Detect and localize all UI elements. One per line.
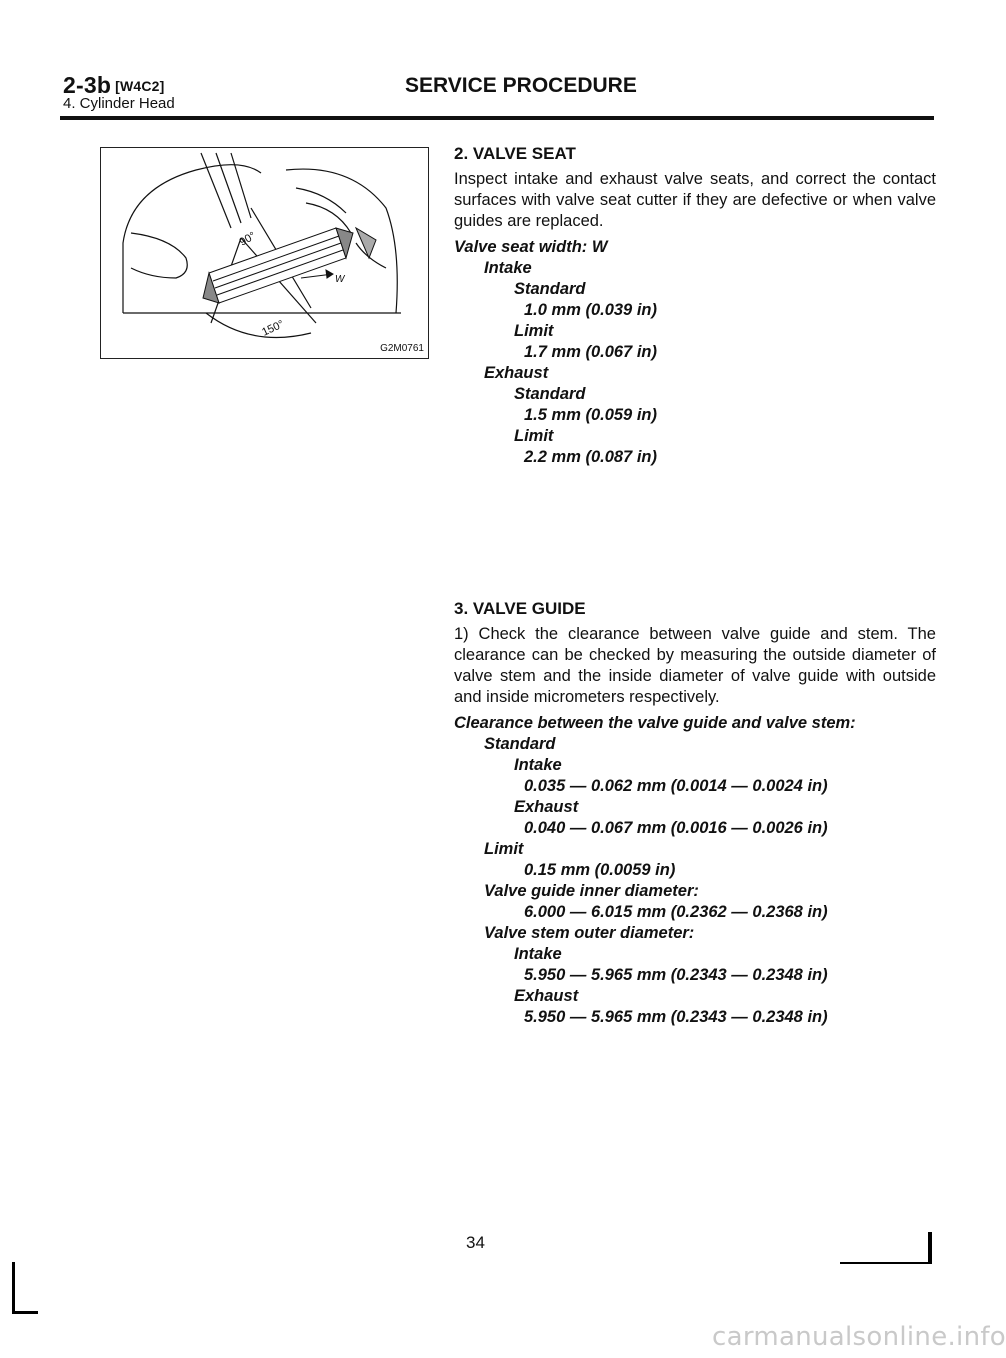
section-subtitle: 4. Cylinder Head xyxy=(63,95,175,112)
intake-label: Intake xyxy=(484,259,532,277)
clearance-standard-label: Standard xyxy=(484,735,556,753)
angle-150-label: 150° xyxy=(260,318,286,339)
intake-limit-value: 1.7 mm (0.067 in) xyxy=(524,343,657,361)
exhaust-standard-label: Standard xyxy=(514,385,586,403)
valve-guide-section xyxy=(454,598,936,1028)
figure-label: G2M0761 xyxy=(380,343,424,354)
valve-seat-intro: Inspect intake and exhaust valve seats, and correct the contact surfaces with valve seat cutter if they are defective or when valve guides are replaced. xyxy=(454,170,936,230)
scan-mark-bottom-right-line xyxy=(840,1262,932,1264)
stem-intake-value: 5.950 — 5.965 mm (0.2343 — 0.2348 in) xyxy=(524,966,828,984)
clearance-spec-title: Clearance between the valve guide and valve stem: xyxy=(454,714,856,732)
intake-standard-value: 1.0 mm (0.039 in) xyxy=(524,301,657,319)
scan-mark-bottom-left xyxy=(12,1262,15,1314)
valve-guide-intro: 1) Check the clearance between valve guide and stem. The clearance can be checked by measuring the outside diameter of valve stem and the inside diameter of valve guide with outside and inside micrometers respectively. xyxy=(454,625,936,706)
clearance-limit-value: 0.15 mm (0.0059 in) xyxy=(524,861,676,879)
section-code-text: 2-3b xyxy=(63,72,112,98)
stem-exhaust-label: Exhaust xyxy=(514,987,579,1005)
std-intake-value: 0.035 — 0.062 mm (0.0014 — 0.0024 in) xyxy=(524,777,828,795)
std-exhaust-value: 0.040 — 0.067 mm (0.0016 — 0.0026 in) xyxy=(524,819,828,837)
stem-exhaust-value: 5.950 — 5.965 mm (0.2343 — 0.2348 in) xyxy=(524,1008,828,1026)
scan-mark-bottom-left-base xyxy=(12,1311,38,1314)
exhaust-limit-label: Limit xyxy=(514,427,554,445)
exhaust-limit-value: 2.2 mm (0.087 in) xyxy=(524,448,657,466)
section-tag: [W4C2] xyxy=(115,78,165,94)
stem-outer-diameter-label: Valve stem outer diameter: xyxy=(484,924,695,942)
header-rule xyxy=(60,116,934,120)
valve-seat-spec-title: Valve seat width: W xyxy=(454,238,608,256)
content-column xyxy=(454,143,936,1028)
guide-inner-diameter-value: 6.000 — 6.015 mm (0.2362 — 0.2368 in) xyxy=(524,903,828,921)
angle-90-label: 90° xyxy=(237,229,258,249)
valve-seat-heading: 2. VALVE SEAT xyxy=(454,144,576,163)
stem-intake-label: Intake xyxy=(514,945,562,963)
valve-seat-diagram xyxy=(101,148,428,358)
page-title: SERVICE PROCEDURE xyxy=(405,74,637,97)
exhaust-standard-value: 1.5 mm (0.059 in) xyxy=(524,406,657,424)
intake-standard-label: Standard xyxy=(514,280,586,298)
watermark: carmanualsonline.info xyxy=(712,1322,1006,1352)
page-number: 34 xyxy=(466,1233,485,1252)
guide-inner-diameter-label: Valve guide inner diameter: xyxy=(484,882,699,900)
scan-mark-bottom-right-hook xyxy=(928,1232,932,1264)
intake-limit-label: Limit xyxy=(514,322,554,340)
valve-guide-heading: 3. VALVE GUIDE xyxy=(454,599,586,618)
std-intake-label: Intake xyxy=(514,756,562,774)
valve-seat-section xyxy=(454,143,936,468)
clearance-limit-label: Limit xyxy=(484,840,524,858)
valve-seat-figure xyxy=(100,147,429,359)
exhaust-label: Exhaust xyxy=(484,364,549,382)
std-exhaust-label: Exhaust xyxy=(514,798,579,816)
width-w-label: W xyxy=(335,274,345,285)
